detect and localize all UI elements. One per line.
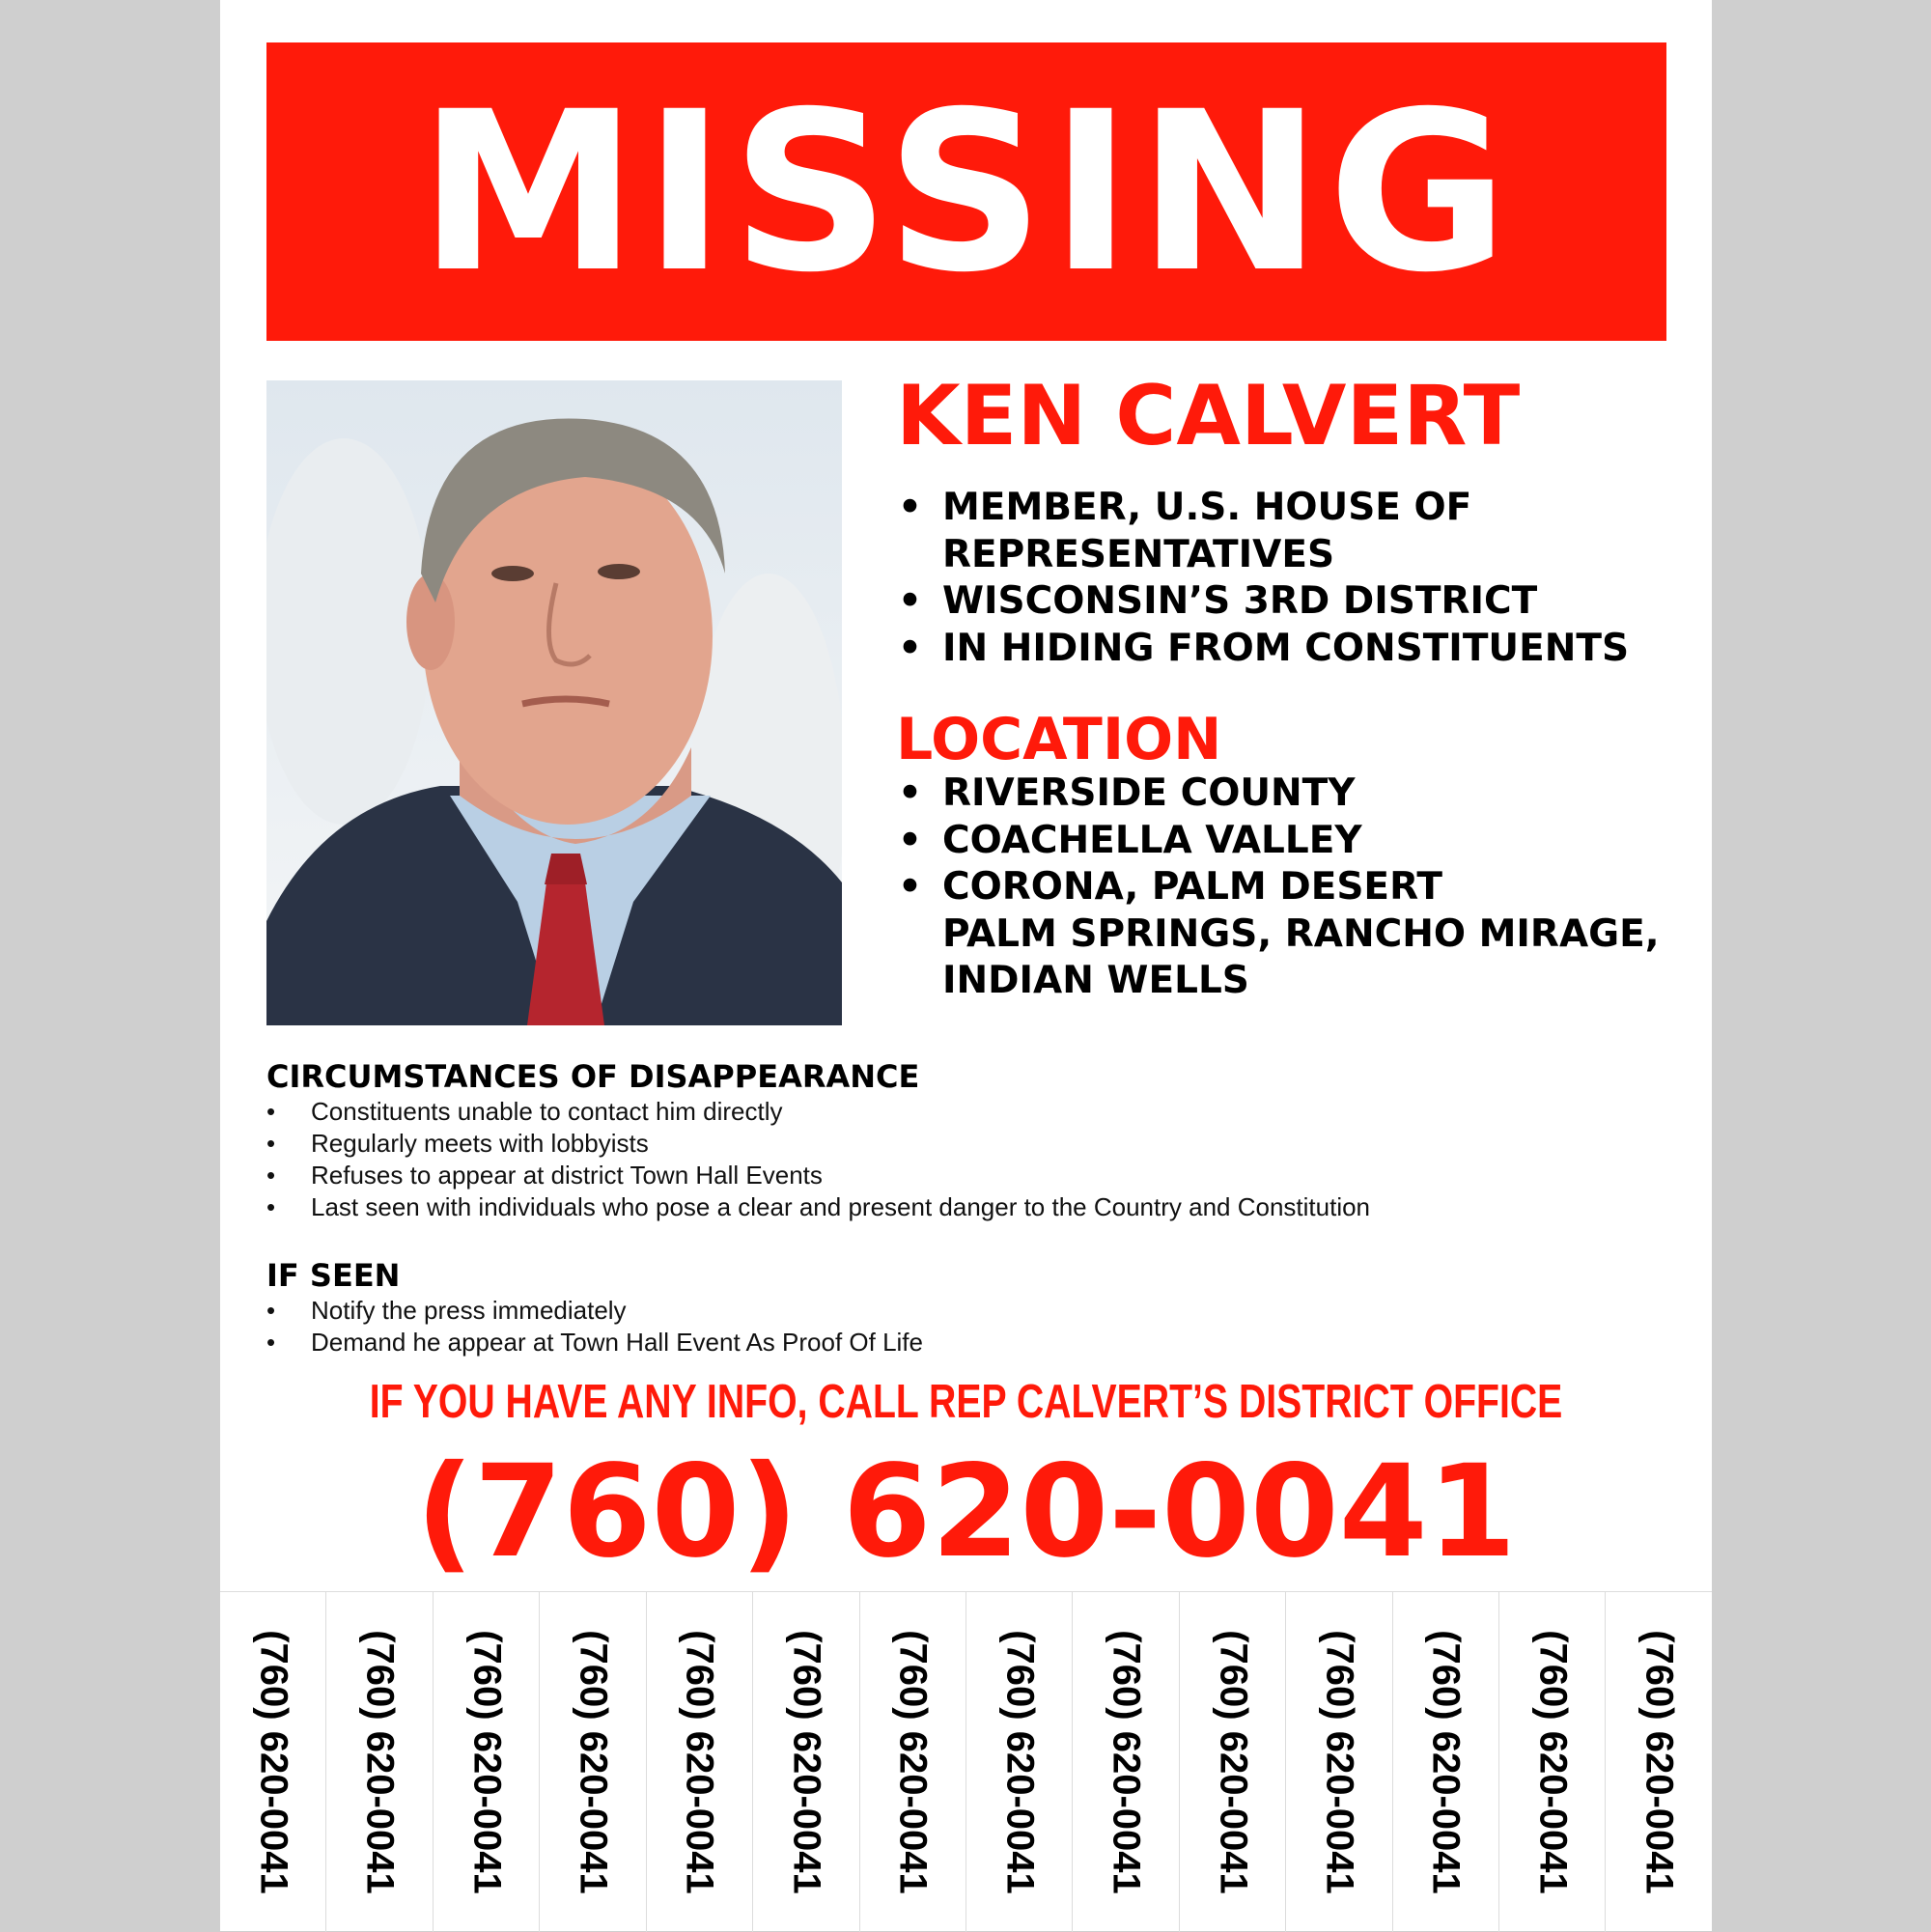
tear-tab[interactable]: [539, 1592, 645, 1932]
call-to-action-text: IF YOU HAVE ANY INFO, CALL REP CALVERT’S DISTRICT OFFICE: [369, 1376, 1563, 1428]
list-item: REPRESENTATIVES: [942, 532, 1335, 576]
missing-banner: [266, 42, 1666, 341]
bullet-icon: •: [898, 865, 922, 909]
list-item: • Refuses to appear at district Town Hall Events: [266, 1161, 823, 1190]
list-item: • CORONA, PALM DESERT: [898, 864, 1660, 911]
banner-title: MISSING: [418, 63, 1515, 321]
list-item: • WISCONSIN’S 3RD DISTRICT: [898, 578, 1629, 626]
bullet-icon: •: [266, 1161, 276, 1190]
list-item: PALM SPRINGS, RANCHO MIRAGE,: [942, 911, 1660, 956]
tear-tab[interactable]: [1498, 1592, 1605, 1932]
person-name: KEN CALVERT: [896, 368, 1521, 464]
tear-tab-phone: (760) 620-0041: [358, 1630, 402, 1894]
list-item: • COACHELLA VALLEY: [898, 818, 1660, 865]
if-seen-heading: IF SEEN: [266, 1257, 401, 1294]
bullet-icon: •: [898, 626, 922, 670]
bullet-icon: •: [898, 818, 922, 862]
location-list: [898, 770, 1660, 1005]
bullet-icon: •: [266, 1296, 276, 1325]
list-item: • Regularly meets with lobbyists: [266, 1129, 649, 1158]
list-item: • Demand he appear at Town Hall Event As Proof Of Life: [266, 1328, 923, 1357]
location-heading: LOCATION: [896, 706, 1222, 773]
tear-tab[interactable]: [1392, 1592, 1498, 1932]
list-item: • MEMBER, U.S. HOUSE OF: [898, 485, 1629, 532]
tear-tab[interactable]: [1179, 1592, 1285, 1932]
phone-number[interactable]: (760) 620-0041: [415, 1438, 1517, 1586]
tear-tab-phone: (760) 620-0041: [1637, 1630, 1681, 1894]
tear-tab[interactable]: [752, 1592, 858, 1932]
tear-tab-phone: (760) 620-0041: [252, 1630, 295, 1894]
tear-tab-phone: (760) 620-0041: [678, 1630, 721, 1894]
flyer-sheet: [220, 0, 1712, 1931]
bullet-icon: •: [266, 1328, 276, 1357]
list-item: INDIAN WELLS: [942, 959, 1249, 1002]
if-seen-list: [266, 1295, 923, 1358]
bullet-icon: •: [898, 771, 922, 815]
person-details-list: [898, 485, 1629, 672]
tear-tab-phone: (760) 620-0041: [998, 1630, 1042, 1894]
bullet-icon: •: [266, 1097, 276, 1126]
bullet-icon: •: [898, 579, 922, 623]
tear-tab-phone: (760) 620-0041: [465, 1630, 509, 1894]
tear-tab[interactable]: [646, 1592, 752, 1932]
list-item: • IN HIDING FROM CONSTITUENTS: [898, 626, 1629, 673]
portrait-image: [266, 380, 842, 1025]
tear-tab[interactable]: [220, 1592, 325, 1932]
list-item: • Notify the press immediately: [266, 1296, 627, 1325]
tear-tab-phone: (760) 620-0041: [785, 1630, 828, 1894]
tear-tab[interactable]: [1072, 1592, 1178, 1932]
tear-tab[interactable]: [966, 1592, 1072, 1932]
tear-tab-phone: (760) 620-0041: [1212, 1630, 1254, 1894]
bullet-icon: •: [898, 486, 922, 529]
circumstances-list: [266, 1096, 1370, 1223]
portrait-photo: [266, 380, 842, 1025]
list-item: • RIVERSIDE COUNTY: [898, 770, 1660, 818]
tear-tab[interactable]: [859, 1592, 966, 1932]
tear-tab[interactable]: [325, 1592, 432, 1932]
tear-tab-phone: (760) 620-0041: [1318, 1630, 1361, 1894]
tear-tab-phone: (760) 620-0041: [1531, 1630, 1575, 1894]
tear-tab-phone: (760) 620-0041: [1105, 1630, 1148, 1894]
bullet-icon: •: [266, 1192, 276, 1221]
list-item: • Last seen with individuals who pose a clear and present danger to the Country and Constitution: [266, 1192, 1371, 1221]
tear-tab[interactable]: [1605, 1592, 1711, 1932]
tear-tab-phone: (760) 620-0041: [1424, 1630, 1468, 1894]
bullet-icon: •: [266, 1129, 276, 1158]
tear-tab-phone: (760) 620-0041: [572, 1630, 615, 1894]
circumstances-heading: CIRCUMSTANCES OF DISAPPEARANCE: [266, 1058, 920, 1095]
tear-tab[interactable]: [433, 1592, 539, 1932]
list-item: • Constituents unable to contact him directly: [266, 1097, 783, 1126]
tear-off-tabs: [220, 1591, 1712, 1932]
tear-tab[interactable]: [1285, 1592, 1391, 1932]
tear-tab-phone: (760) 620-0041: [891, 1630, 935, 1894]
